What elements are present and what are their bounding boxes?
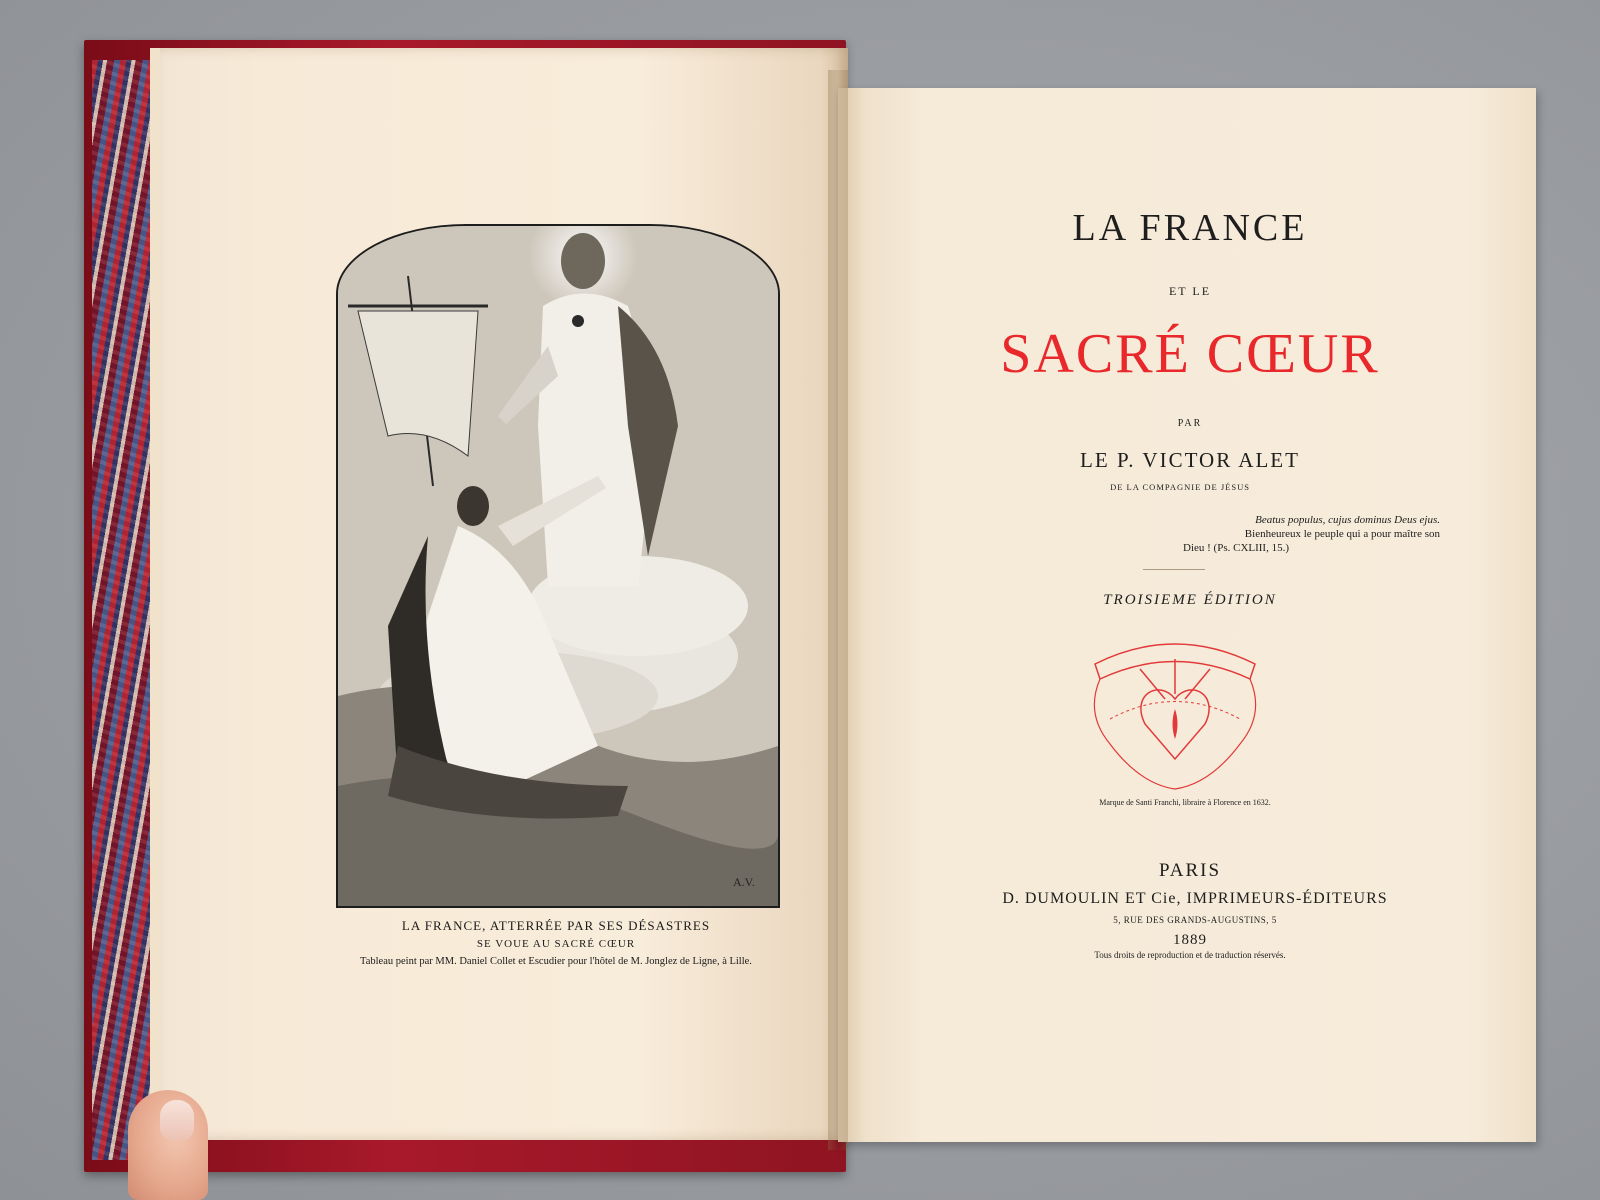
book-gutter — [828, 70, 848, 1150]
publisher-name: D. DUMOULIN ET Cie, IMPRIMEURS-ÉDITEURS — [1002, 890, 1388, 907]
engraving-illustration — [338, 226, 778, 906]
frontispiece-caption-subtitle: SE VOUE AU SACRÉ CŒUR — [476, 938, 636, 950]
frontispiece-engraving — [336, 224, 780, 908]
thumb-nail — [160, 1100, 194, 1140]
title-line-1: LA FRANCE — [1072, 207, 1308, 249]
title-line-2: SACRÉ CŒUR — [1000, 323, 1380, 385]
printer-mark-caption: Marque de Santi Franchi, libraire à Florence en 1632. — [1099, 798, 1271, 807]
rights-notice: Tous droits de reproduction et de traduction réservés. — [1094, 950, 1286, 960]
publication-year: 1889 — [1173, 932, 1207, 948]
printer-mark-emblem — [1080, 624, 1270, 794]
title-connector: ET LE — [1168, 284, 1212, 298]
edition-label: TROISIEME ÉDITION — [1103, 592, 1277, 608]
marbled-endpaper — [92, 60, 152, 1160]
author-name: LE P. VICTOR ALET — [1080, 448, 1300, 472]
by-label: PAR — [1177, 418, 1203, 429]
artist-signature: A.V. — [733, 875, 755, 889]
frontispiece-caption-title: LA FRANCE, ATTERRÉE PAR SES DÉSASTRES — [401, 918, 711, 933]
epigraph-french: Bienheureux le peuple qui a pour maître son — [1244, 528, 1440, 540]
epigraph-latin: Beatus populus, cujus dominus Deus ejus. — [1255, 514, 1440, 526]
publisher-address: 5, RUE DES GRANDS-AUGUSTINS, 5 — [1113, 915, 1277, 925]
frontispiece-caption-credit: Tableau peint par MM. Daniel Collet et Escudier pour l'hôtel de M. Jonglez de Ligne, à Lille. — [360, 956, 752, 967]
publication-city: PARIS — [1158, 860, 1222, 881]
epigraph-reference: Dieu ! (Ps. CXLIII, 15.) — [1183, 542, 1290, 554]
author-affiliation: DE LA COMPAGNIE DE JÉSUS — [1110, 482, 1250, 492]
title-divider-rule — [1143, 569, 1205, 570]
